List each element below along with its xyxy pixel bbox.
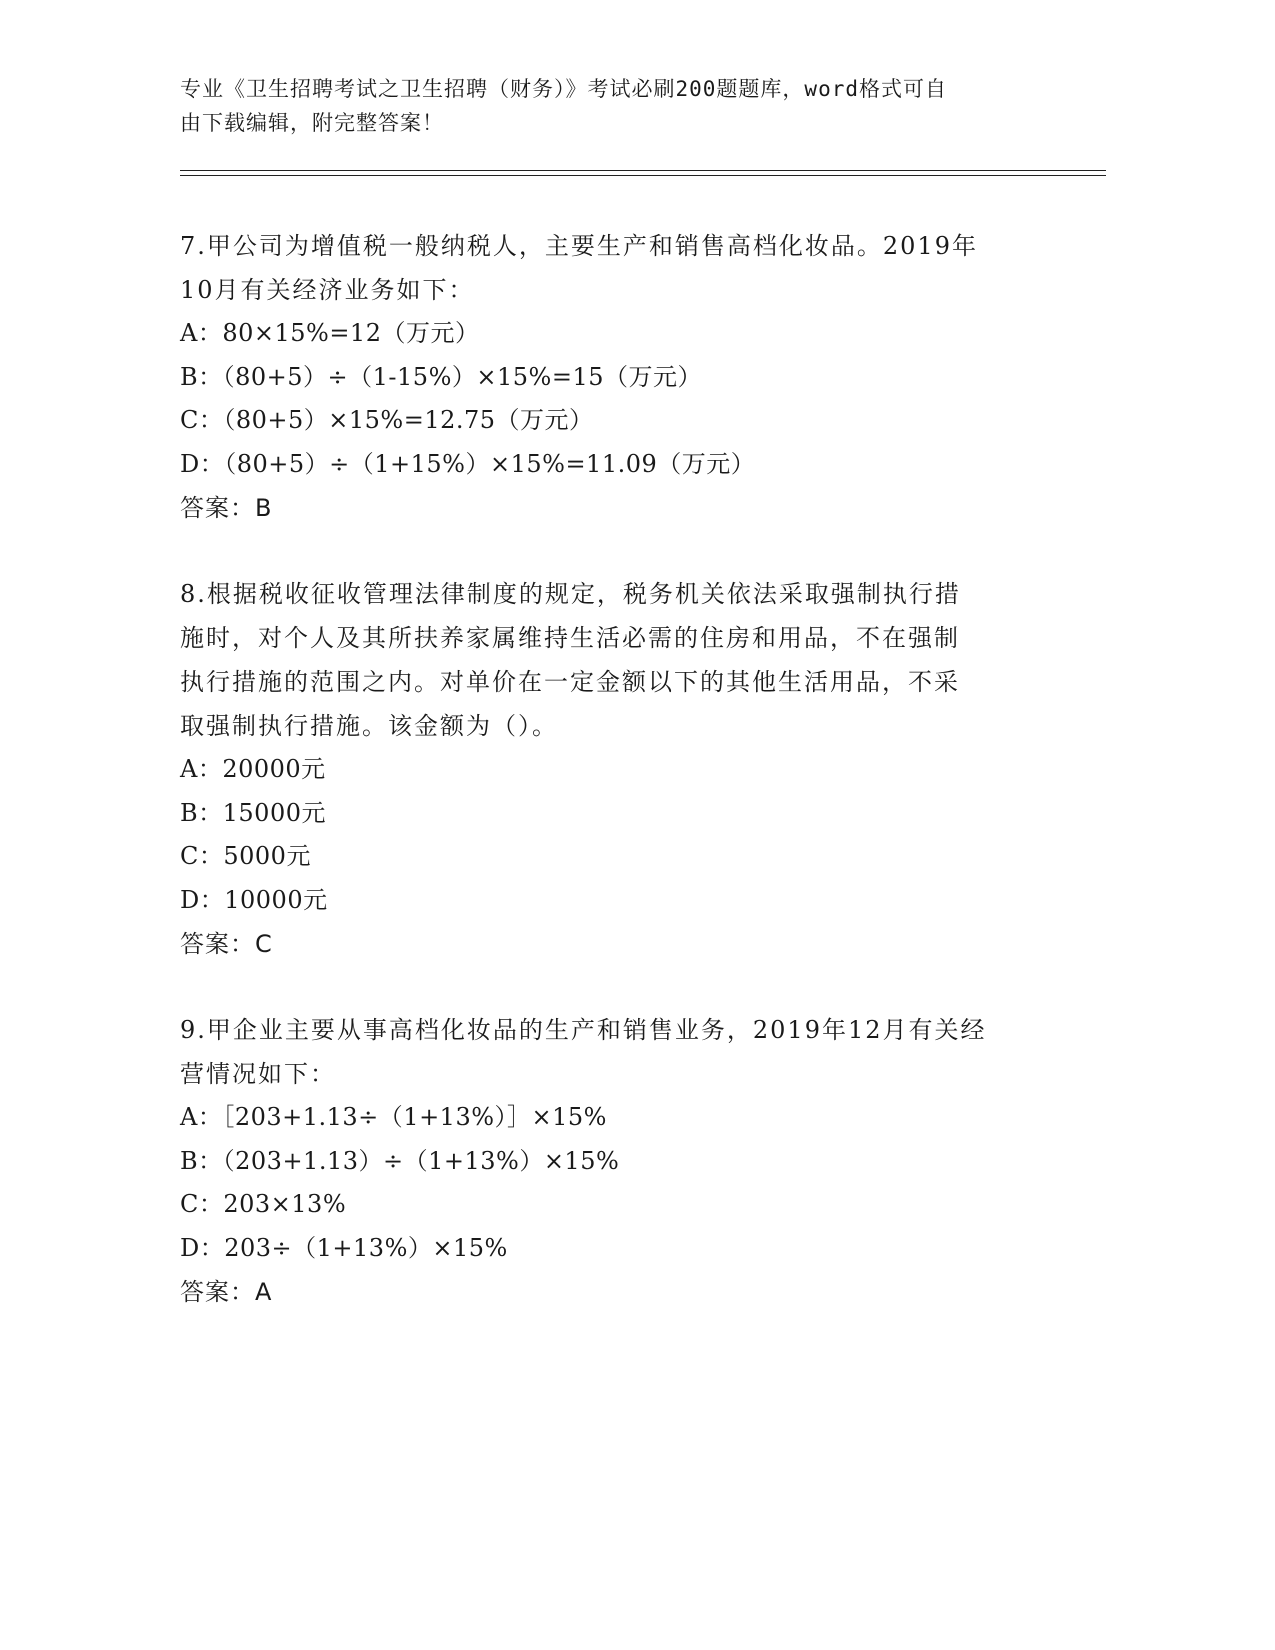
question-stem: 营情况如下： [180, 1060, 336, 1088]
option-d: D：（80+5）÷（1+15%）×15%=11.09（万元） [180, 449, 756, 478]
question-stem: 10月有关经济业务如下： [180, 276, 475, 304]
option-b: B：15000元 [180, 798, 326, 827]
question-7 [180, 224, 1040, 530]
question-stem: 执行措施的范围之内。对单价在一定金额以下的其他生活用品，不采 [180, 668, 960, 696]
option-b: B：（203+1.13）÷（1+13%）×15% [180, 1146, 620, 1175]
document-header [180, 72, 1060, 140]
option-d: D：10000元 [180, 885, 328, 914]
option-a: A：80×15%=12（万元） [180, 319, 480, 347]
header-divider-bottom [180, 175, 1106, 176]
question-stem: 8.根据税收征收管理法律制度的规定，税务机关依法采取强制执行措 [180, 580, 961, 608]
answer-label: 答案：C [180, 930, 273, 958]
question-stem: 取强制执行措施。该金额为（）。 [180, 712, 558, 740]
option-b: B：（80+5）÷（1-15%）×15%=15（万元） [180, 362, 702, 391]
question-8 [180, 572, 1040, 966]
question-stem: 施时，对个人及其所扶养家属维持生活必需的住房和用品，不在强制 [180, 624, 960, 652]
header-line-1: 专业《卫生招聘考试之卫生招聘（财务）》考试必刷200题题库，word格式可自 [180, 77, 947, 101]
question-9 [180, 1008, 1040, 1314]
question-stem: 9.甲企业主要从事高档化妆品的生产和销售业务，2019年12月有关经 [180, 1016, 987, 1044]
option-c: C：203×13% [180, 1190, 347, 1218]
answer-label: 答案：A [180, 1278, 273, 1306]
option-a: A：20000元 [180, 755, 326, 783]
header-line-2: 由下载编辑，附完整答案！ [180, 111, 444, 135]
option-c: C：（80+5）×15%=12.75（万元） [180, 406, 594, 434]
header-divider-top [180, 170, 1106, 171]
option-d: D：203÷（1+13%）×15% [180, 1233, 508, 1262]
answer-label: 答案：B [180, 494, 273, 522]
option-a: A：［203+1.13÷（1+13%）］×15% [180, 1103, 607, 1131]
question-stem: 7.甲公司为增值税一般纳税人，主要生产和销售高档化妆品。2019年 [180, 232, 978, 260]
option-c: C：5000元 [180, 842, 311, 870]
